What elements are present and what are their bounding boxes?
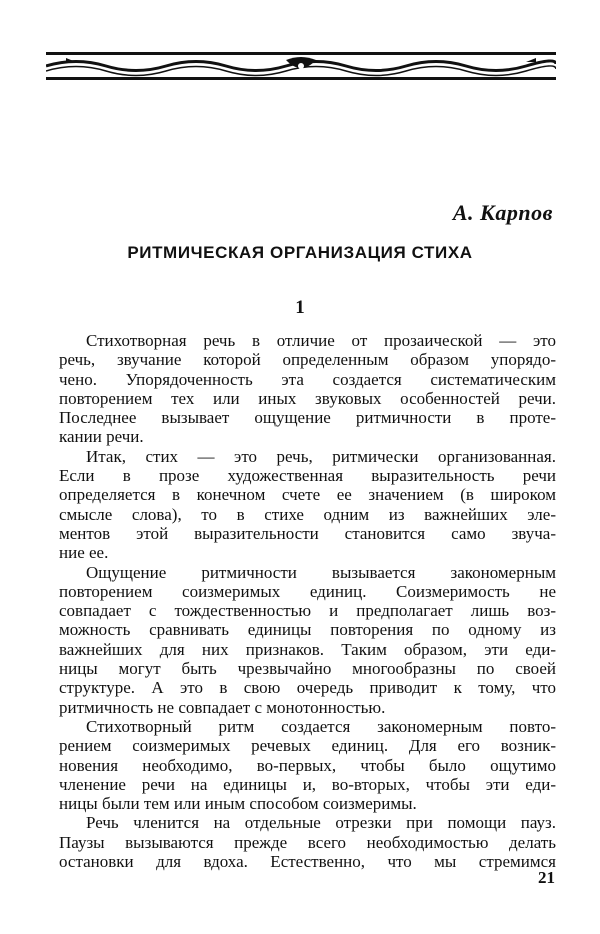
- text-line: Ощущение ритмичности вызывается закономерным: [86, 562, 556, 582]
- text-line: новения необходимо, во-первых, чтобы было ощутимо: [59, 755, 556, 775]
- article-body: [59, 331, 556, 871]
- text-line: ницы могут быть чрезвычайно многообразны по своей: [59, 659, 556, 679]
- text-line: повторением соизмеримых единиц. Соизмеримость не: [59, 581, 556, 601]
- header-ornament: [46, 52, 556, 80]
- text-line: ритмичность не совпадает с монотонностью.: [59, 697, 386, 717]
- paragraph: [59, 563, 556, 717]
- text-line: Речь членится на отдельные отрезки при помощи пауз.: [86, 813, 556, 833]
- text-line: Если в прозе художественная выразительность речи: [59, 466, 556, 486]
- text-line: ментов этой выразительности становится само звуча-: [59, 523, 556, 543]
- text-line: Стихотворный ритм создается закономерным повто-: [86, 716, 556, 736]
- text-line: повторением тех или иных звуковых особенностей речи.: [59, 388, 556, 408]
- text-line: речь, звучание которой определенным образом упорядо-: [59, 350, 556, 370]
- text-line: Стихотворная речь в отличие от прозаической — это: [86, 331, 556, 350]
- text-line: кании речи.: [59, 427, 144, 447]
- text-line: совпадает с тождественностью и предполагает лишь воз-: [59, 601, 556, 621]
- article-title: РИТМИЧЕСКАЯ ОРГАНИЗАЦИЯ СТИХА: [127, 243, 473, 262]
- text-line: ницы были тем или иным способом соизмеримы.: [59, 794, 417, 814]
- author-name: А. Карпов: [452, 200, 553, 225]
- text-line: чено. Упорядоченность эта создается систематическим: [59, 369, 556, 389]
- text-line: Паузы вызываются прежде всего необходимостью делать: [59, 832, 556, 852]
- paragraph: [59, 717, 556, 813]
- text-line: определяется в конечном счете ее значением (в широком: [59, 485, 556, 505]
- text-line: важнейших для них признаков. Таким образом, эти еди-: [59, 639, 556, 659]
- text-line: можность сравнивать единицы повторения по одному из: [59, 620, 556, 640]
- text-line: остановки для вдоха. Естественно, что мы стремимся: [59, 852, 556, 872]
- text-line: структуре. А это в свою очередь приводит к тому, что: [59, 678, 556, 698]
- section-number: 1: [295, 297, 305, 318]
- text-line: смысле слова), то в стихе одним из важнейших эле-: [59, 504, 556, 524]
- page-number: 21: [538, 868, 555, 887]
- text-line: Итак, стих — это речь, ритмически организованная.: [86, 446, 556, 466]
- text-line: рением соизмеримых речевых единиц. Для его возник-: [59, 736, 556, 756]
- text-line: Последнее вызывает ощущение ритмичности в проте-: [59, 408, 556, 428]
- paragraph: [59, 331, 556, 447]
- paragraph: [59, 447, 556, 563]
- text-line: членение речи на единицы и, во-вторых, чтобы эти еди-: [59, 774, 556, 794]
- text-line: ние ее.: [59, 543, 109, 563]
- paragraph: [59, 813, 556, 871]
